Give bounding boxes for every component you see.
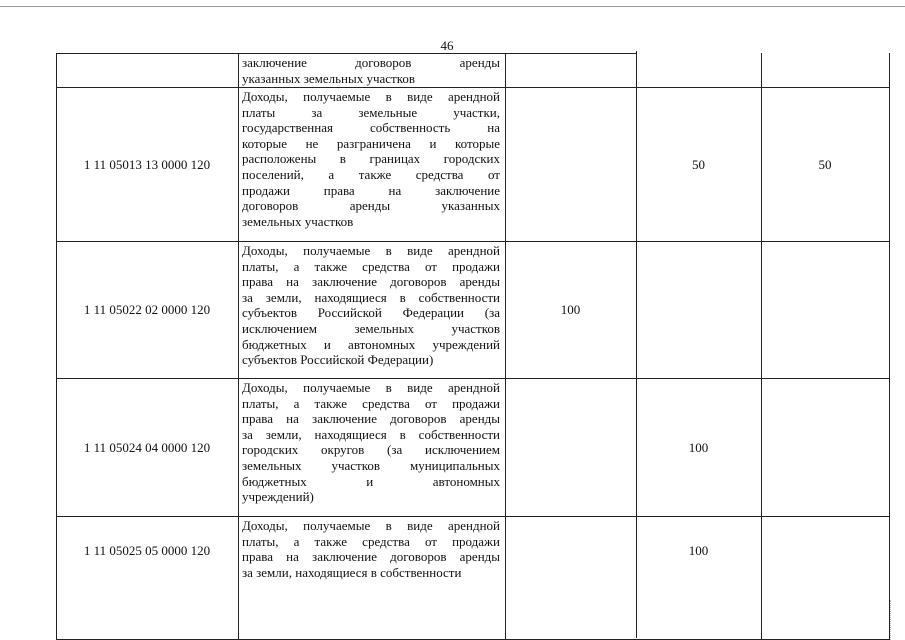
value-cell: 100 bbox=[560, 302, 581, 317]
table-border-right bbox=[889, 53, 890, 640]
description-line: за земли, находящиеся в собственности bbox=[242, 426, 500, 442]
description-line: субъектов Российской Федерации) bbox=[242, 352, 434, 368]
value-cell: 50 bbox=[692, 157, 705, 172]
description-line: поселений, а также средства от bbox=[242, 166, 500, 182]
column-divider bbox=[505, 53, 506, 640]
description-line: за земли, находящиеся в собственности bbox=[242, 289, 500, 305]
row-divider bbox=[56, 241, 890, 242]
table-row-description bbox=[242, 89, 500, 229]
budget-code: 1 11 05022 02 0000 120 bbox=[83, 302, 211, 317]
budget-code: 1 11 05024 04 0000 120 bbox=[83, 440, 211, 455]
value-cell: 100 bbox=[688, 440, 709, 455]
description-line: Доходы, получаемые в виде арендной bbox=[242, 243, 500, 258]
description-line: которые не разграничена и которые bbox=[242, 135, 500, 151]
scan-edge-line bbox=[0, 6, 905, 7]
revenue-table bbox=[56, 53, 890, 640]
description-line: платы за земельные участки, bbox=[242, 104, 500, 120]
description-line: земельных участков муниципальных bbox=[242, 457, 500, 473]
description-line: бюджетных и автономных bbox=[242, 473, 500, 489]
scan-margin-dots bbox=[890, 600, 901, 640]
description-line: указанных земельных участков bbox=[242, 70, 416, 86]
column-divider bbox=[238, 53, 239, 640]
row-divider bbox=[56, 87, 890, 88]
description-line: Доходы, получаемые в виде арендной bbox=[242, 380, 500, 395]
description-line: расположены в границах городских bbox=[242, 151, 500, 167]
description-line: права на заключение договоров аренды bbox=[242, 411, 500, 427]
description-line: платы, а также средства от продажи bbox=[242, 395, 500, 411]
value-cell: 100 bbox=[688, 543, 709, 558]
row-divider bbox=[56, 378, 890, 379]
description-line: Доходы, получаемые в виде арендной bbox=[242, 89, 500, 104]
column-divider bbox=[761, 53, 762, 640]
description-line: Доходы, получаемые в виде арендной bbox=[242, 518, 500, 533]
description-line: городских округов (за исключением bbox=[242, 442, 500, 458]
table-row-description bbox=[242, 55, 500, 86]
description-line: субъектов Российской Федерации (за bbox=[242, 305, 500, 321]
budget-code: 1 11 05013 13 0000 120 bbox=[83, 157, 211, 172]
description-line: права на заключение договоров аренды bbox=[242, 549, 500, 565]
description-line: бюджетных и автономных учреждений bbox=[242, 336, 500, 352]
description-line: платы, а также средства от продажи bbox=[242, 533, 500, 549]
table-row-description bbox=[242, 243, 500, 368]
value-cell: 50 bbox=[818, 157, 832, 172]
table-row-description bbox=[242, 380, 500, 505]
description-line: учреждений) bbox=[242, 489, 314, 505]
description-line: за земли, находящиеся в собственности bbox=[242, 564, 462, 580]
description-line: земельных участков bbox=[242, 213, 354, 229]
description-line: продажи права на заключение bbox=[242, 182, 500, 198]
row-divider bbox=[56, 516, 890, 517]
table-row-description bbox=[242, 518, 500, 580]
description-line: исключением земельных участков bbox=[242, 320, 500, 336]
page-number: 46 bbox=[440, 38, 454, 53]
budget-code: 1 11 05025 05 0000 120 bbox=[83, 543, 211, 558]
description-line: платы, а также средства от продажи bbox=[242, 258, 500, 274]
description-line: права на заключение договоров аренды bbox=[242, 274, 500, 290]
description-line: договоров аренды указанных bbox=[242, 198, 500, 214]
description-line: заключение договоров аренды bbox=[242, 55, 500, 70]
description-line: государственная собственность на bbox=[242, 120, 500, 136]
row-divider bbox=[56, 53, 636, 54]
